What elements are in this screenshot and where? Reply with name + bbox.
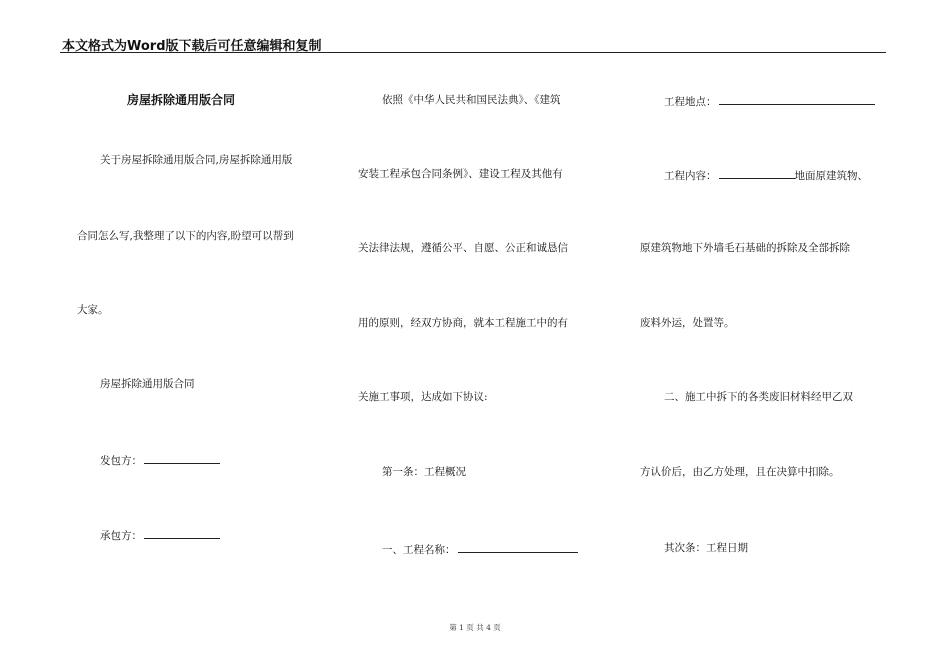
- page-footer: 第 1 页 共 4 页: [449, 623, 501, 632]
- project-location-line: [664, 93, 875, 109]
- header-text: 本文格式为Word版下载后可任意编辑和复制: [62, 39, 322, 54]
- party-b-blank: [144, 527, 220, 539]
- basis-line-3: 关法律法规，遵循公平、自愿、公正和诚恳信: [358, 242, 568, 254]
- project-content-rest: 地面原建筑物、: [794, 170, 868, 182]
- party-a-label: 发包方：: [100, 455, 142, 467]
- content-line-3: 废料外运，处置等。: [640, 317, 735, 329]
- project-content-line: [664, 167, 868, 183]
- basis-line-4: 用的原则，经双方协商，就本工程施工中的有: [358, 317, 568, 329]
- article-2-heading: 其次条：工程日期: [664, 542, 748, 554]
- subtitle: 房屋拆除通用版合同: [100, 378, 195, 390]
- party-a-blank: [144, 452, 220, 464]
- project-name-label: 一、工程名称：: [382, 544, 456, 556]
- header-divider: [60, 52, 886, 53]
- content-line-2: 原建筑物地下外墙毛石基础的拆除及全部拆除: [640, 242, 850, 254]
- project-name-blank: [458, 541, 578, 553]
- party-b-label: 承包方：: [100, 530, 142, 542]
- basis-line-1: 依照《中华人民共和国民法典》、《建筑: [382, 94, 561, 106]
- party-b-line: [100, 527, 220, 543]
- intro-line-3: 大家。: [77, 304, 109, 316]
- item-2-line-1: 二、施工中拆下的各类废旧材料经甲乙双: [664, 391, 853, 403]
- intro-line-2: 合同怎么写,我整理了以下的内容,盼望可以帮到: [77, 230, 294, 242]
- party-a-line: [100, 452, 220, 468]
- project-location-blank: [719, 93, 875, 105]
- project-content-label: 工程内容：: [664, 170, 717, 182]
- project-name-line: [382, 541, 578, 557]
- contract-title: 房屋拆除通用版合同: [127, 93, 236, 107]
- item-2-line-2: 方认价后，由乙方处理，且在决算中扣除。: [640, 466, 840, 478]
- basis-line-2: 安装工程承包合同条例》、建设工程及其他有: [358, 168, 563, 180]
- intro-line-1: 关于房屋拆除通用版合同,房屋拆除通用版: [100, 154, 293, 166]
- project-location-label: 工程地点：: [664, 96, 717, 108]
- article-1-heading: 第一条：工程概况: [382, 466, 466, 478]
- basis-line-5: 关施工事项，达成如下协议:: [358, 391, 488, 403]
- project-content-blank: [719, 167, 795, 179]
